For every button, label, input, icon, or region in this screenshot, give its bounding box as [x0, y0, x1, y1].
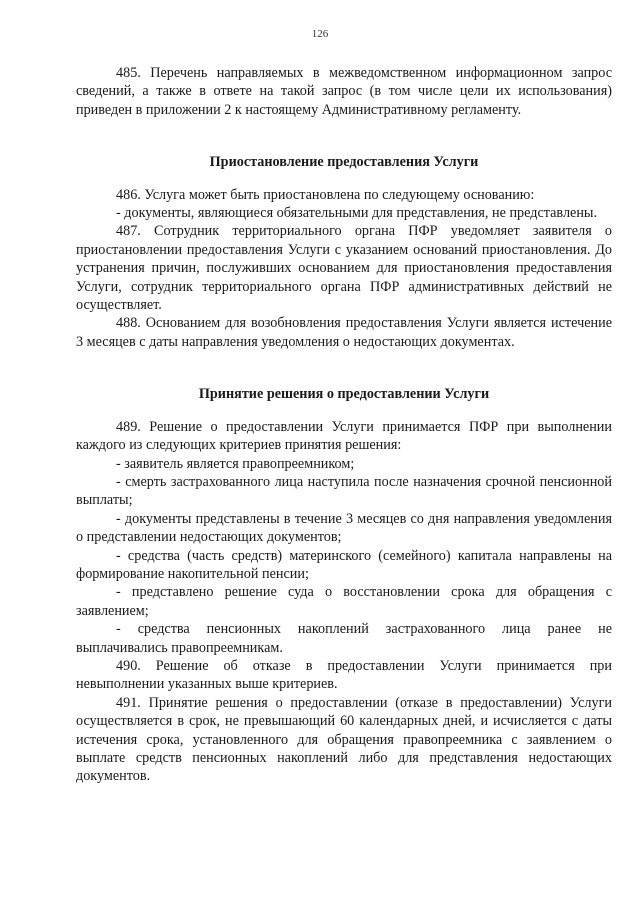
criterion-death-after-payment: - смерть застрахованного лица наступила после назначения срочной пенсионной выплаты;: [76, 473, 612, 509]
document-body: [76, 64, 612, 786]
section-heading-suspension: Приостановление предоставления Услуги: [209, 154, 479, 171]
criterion-maternity-capital: - средства (часть средств) материнского (семейного) капитала направлены на формирование накопительной пенсии;: [76, 547, 612, 582]
criterion-documents-in-time: - документы представлены в течение 3 месяцев со дня направления уведомления о представлении недостающих документов;: [76, 510, 612, 546]
paragraph-486: 486. Услуга может быть приостановлена по следующему основанию:: [116, 186, 535, 203]
criterion-successor: - заявитель является правопреемником;: [116, 455, 355, 472]
paragraph-491: 491. Принятие решения о предоставлении (отказе в предоставлении) Услуги осуществляется в срок, не превышающий 60 календарных дней, и исчисляется с даты истечения срока, установленного для обращения правопреемника с заявлением о выплате средств пенсионных накоплений либо для представления недостающих документов.: [76, 694, 612, 785]
paragraph-487: 487. Сотрудник территориального органа ПФР уведомляет заявителя о приостановлении предоставления Услуги с указанием оснований приостановления. До устранения причин, послуживших основанием для приостановления предоставления Услуги, сотрудник территориального органа ПФР административных действий не осуществляет.: [76, 223, 612, 314]
paragraph-489: 489. Решение о предоставлении Услуги принимается ПФР при выполнении каждого из следующих критериев принятия решения:: [76, 418, 612, 454]
criterion-court-decision: - представлено решение суда о восстановлении срока для обращения с заявлением;: [76, 584, 612, 619]
paragraph-485: 485. Перечень направляемых в межведомственном информационном запрос сведений, а также в ответе на такой запрос (в том числе цели их использования) приведен в приложении 2 к настоящему Административному регламенту.: [76, 65, 612, 118]
list-item-documents-not-submitted: - документы, являющиеся обязательными для представления, не представлены.: [116, 205, 597, 222]
paragraph-488: 488. Основанием для возобновления предоставления Услуги является истечение 3 месяцев с даты направления уведомления о недостающих документах.: [76, 315, 612, 350]
paragraph-490: 490. Решение об отказе в предоставлении Услуги принимается при невыполнении указанных выше критериев.: [76, 657, 612, 693]
page-number: 126: [311, 28, 329, 40]
criterion-not-paid-before: - средства пенсионных накоплений застрахованного лица ранее не выплачивались правопреемникам.: [76, 621, 612, 656]
section-heading-decision: Принятие решения о предоставлении Услуги: [198, 386, 490, 403]
